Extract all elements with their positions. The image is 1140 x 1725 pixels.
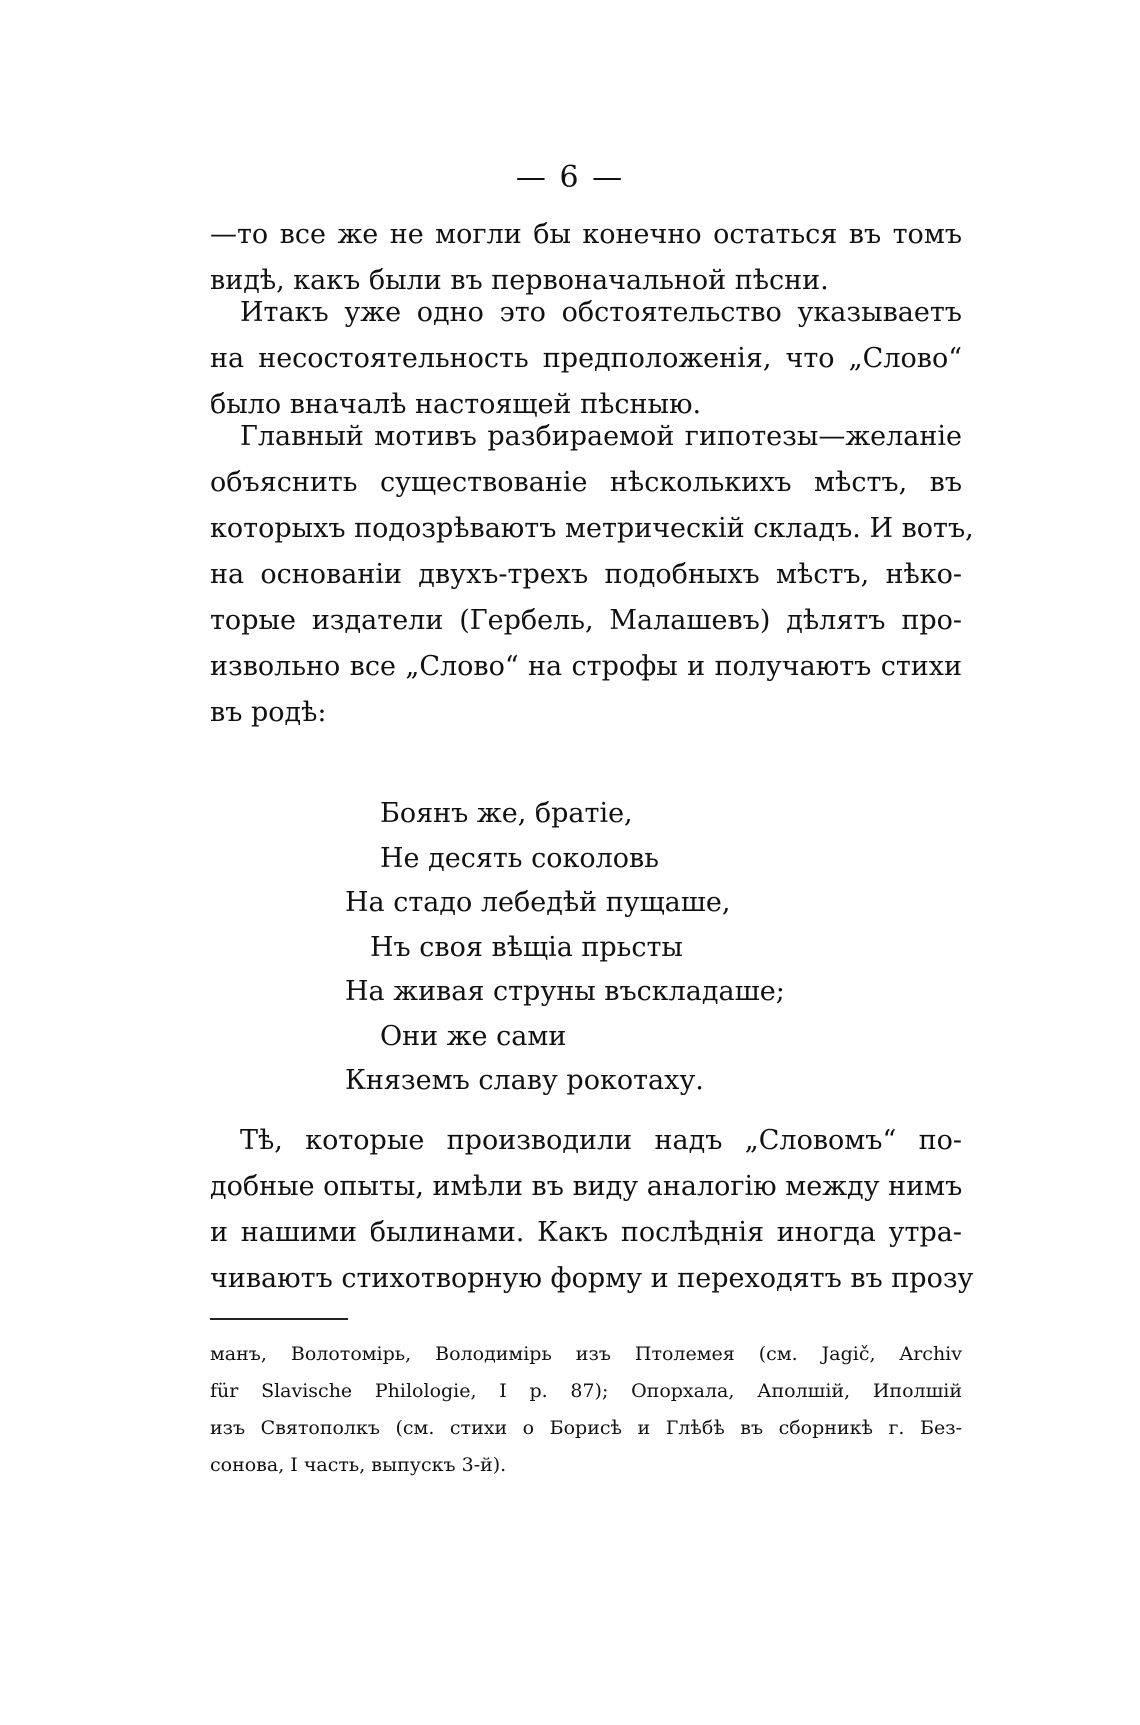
verse-line: На живая струны въскладаше; bbox=[345, 976, 785, 1007]
text-line: торые издатели (Гербель, Малашевъ) дѣлятъ про- bbox=[210, 605, 962, 636]
text-line: Главный мотивъ разбираемой гипотезы—желаніе bbox=[240, 421, 962, 452]
footnote-line: манъ, Волотомірь, Володимірь изъ Птолемея (см. Jagič, Archiv bbox=[210, 1343, 962, 1365]
text-line: —то все же не могли бы конечно остаться въ томъ bbox=[210, 219, 962, 250]
verse-line: Боянъ же, братіе, bbox=[380, 798, 633, 829]
verse-line: Нъ своя вѣщіа прьсты bbox=[370, 931, 683, 963]
verse-line: Они же сами bbox=[380, 1020, 567, 1052]
text-line: было вначалѣ настоящей пѣсныю. bbox=[210, 389, 702, 420]
text-line: объяснить существованіе нѣсколькихъ мѣстъ, въ bbox=[210, 467, 962, 498]
text-line: чиваютъ стихотворную форму и переходятъ въ прозу bbox=[210, 1263, 974, 1294]
text-line: Тѣ, которые производили надъ „Словомъ“ по- bbox=[240, 1125, 962, 1156]
footnote-line: für Slavische Philologie, I p. 87); Опорхала, Аполшій, Иполшій bbox=[210, 1380, 962, 1402]
text-line: Итакъ уже одно это обстоятельство указываетъ bbox=[240, 297, 962, 328]
text-line: и нашими былинами. Какъ послѣднія иногда утра- bbox=[210, 1217, 962, 1248]
text-line: которыхъ подозрѣваютъ метрическій складъ. И вотъ, bbox=[210, 513, 974, 544]
verse-quotation bbox=[345, 792, 785, 1104]
text-line: на основаніи двухъ-трехъ подобныхъ мѣстъ, нѣко- bbox=[210, 559, 962, 590]
footnote-line: сонова, I часть, выпускъ 3-й). bbox=[210, 1454, 507, 1476]
text-line: въ родѣ: bbox=[210, 697, 327, 728]
footnote-separator bbox=[210, 1318, 348, 1320]
paragraph-analogy bbox=[210, 1118, 974, 1302]
text-line: добные опыты, имѣли въ виду аналогію между нимъ bbox=[210, 1171, 963, 1202]
footnote-line: изъ Святополкъ (см. стихи о Борисѣ и Глѣбѣ въ сборникѣ г. Без- bbox=[210, 1417, 962, 1439]
page-number: — 6 — bbox=[515, 160, 625, 195]
verse-line: Княземъ славу рокотаху. bbox=[345, 1065, 704, 1096]
text-line: на несостоятельность предположенія, что „Слово“ bbox=[210, 343, 962, 374]
paragraph-main-motive bbox=[210, 414, 974, 736]
verse-line: На стадо лебедѣй пущаше, bbox=[345, 887, 731, 918]
paragraph-itak bbox=[210, 290, 962, 428]
verse-line: Не десять соколовь bbox=[380, 842, 659, 874]
text-line: видѣ, какъ были въ первоначальной пѣсни. bbox=[210, 265, 829, 296]
text-line: извольно все „Слово“ на строфы и получаютъ стихи bbox=[210, 651, 962, 682]
footnote bbox=[210, 1336, 962, 1484]
